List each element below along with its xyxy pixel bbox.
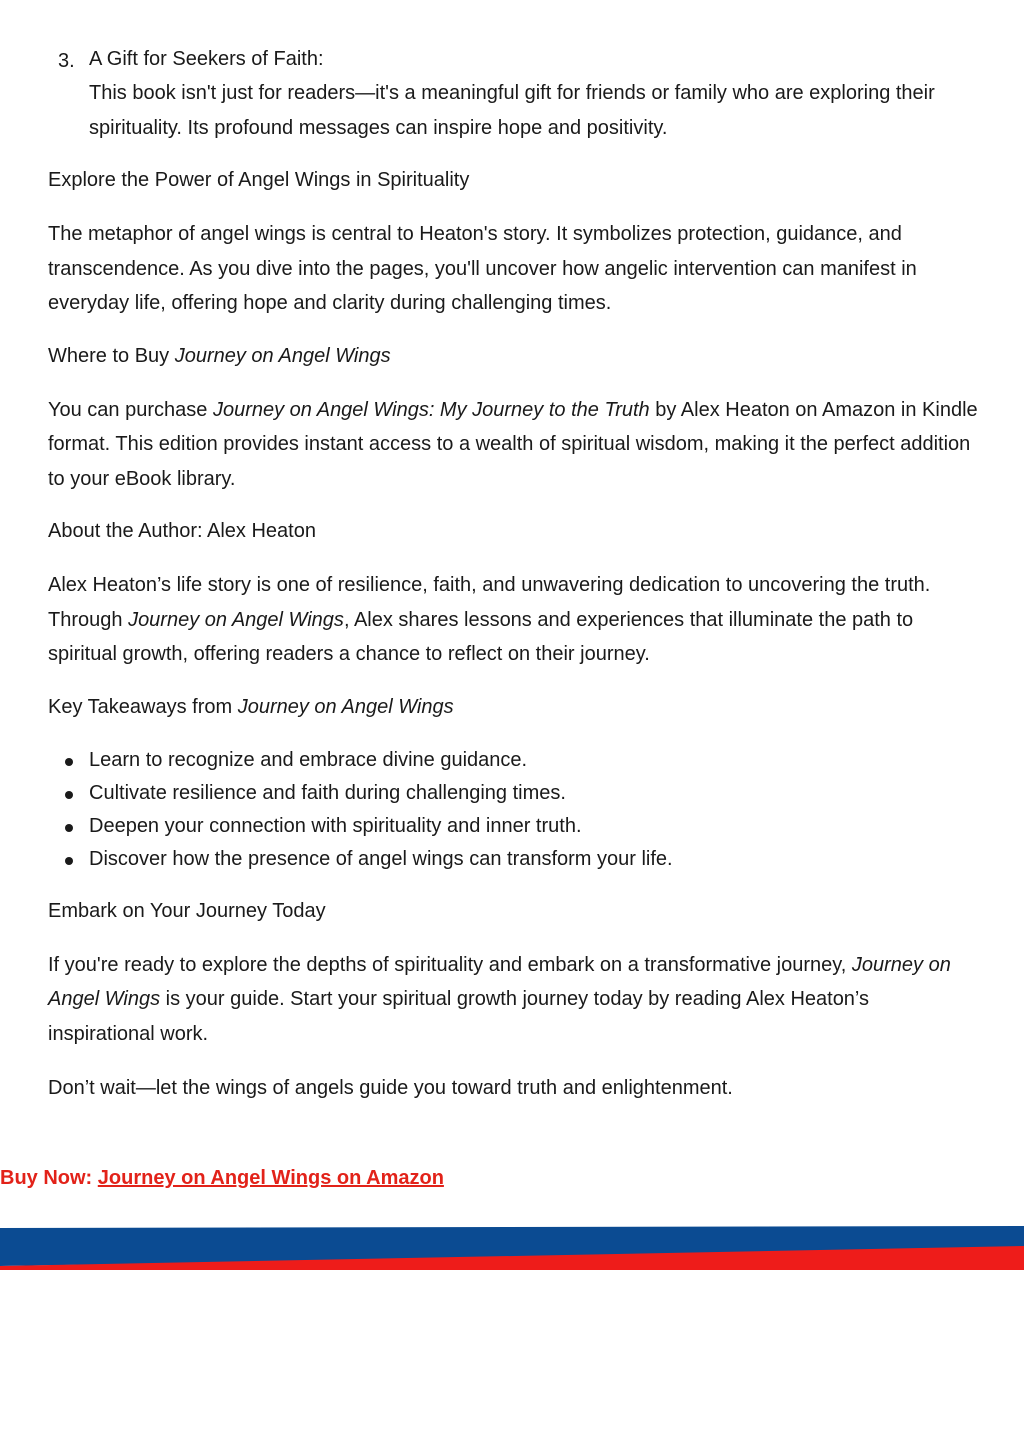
- book-title: Journey on Angel Wings: [48, 953, 951, 1010]
- footer-stripe: [0, 1222, 1024, 1274]
- list-item: [48, 744, 978, 777]
- list-item-title: A Gift for Seekers of Faith:: [89, 48, 324, 70]
- list-item-text: Deepen your connection with spirituality and inner truth.: [89, 814, 582, 837]
- paragraph-where-to-buy: [48, 393, 978, 497]
- book-title: Journey on Angel Wings: [237, 695, 454, 718]
- bullet-icon: [48, 810, 89, 843]
- heading-text: Key Takeaways from: [48, 695, 238, 718]
- list-item-text: Learn to recognize and embrace divine guidance.: [89, 748, 528, 771]
- numbered-list-item: [48, 44, 978, 145]
- list-item: [48, 843, 978, 876]
- paragraph-text: If you're ready to explore the depths of spirituality and embark on a transformative journey,: [48, 953, 852, 976]
- paragraph-power: The metaphor of angel wings is central to Heaton's story. It symbolizes protection, guidance, and transcendence. As you dive into the pages, you'll uncover how angelic intervention can manifest in everyday life, offering hope and clarity during challenging times.: [48, 223, 917, 314]
- document-content: [48, 44, 978, 1126]
- buy-now-cta: [0, 1163, 444, 1193]
- paragraph-embark: [48, 948, 978, 1052]
- section-heading-takeaways: [48, 692, 978, 722]
- takeaways-list: [48, 744, 978, 876]
- paragraph-text: Alex Heaton’s life story is one of resilience, faith, and unwavering dedication to uncovering the truth. Through: [48, 574, 931, 631]
- bullet-icon: [48, 777, 89, 810]
- section-heading-where-to-buy: [48, 341, 978, 371]
- bullet-icon: [48, 744, 89, 777]
- paragraph-closing: Don’t wait—let the wings of angels guide you toward truth and enlightenment.: [48, 1077, 733, 1099]
- paragraph-text: You can purchase: [48, 398, 213, 421]
- paragraph-text: , Alex shares lessons and experiences that illuminate the path to spiritual growth, offering readers a chance to reflect on their journey.: [48, 608, 914, 665]
- book-title: Journey on Angel Wings: My Journey to the Truth: [212, 398, 650, 421]
- list-item-body: [89, 44, 978, 145]
- section-heading-author: About the Author: Alex Heaton: [48, 520, 316, 542]
- paragraph-text: by Alex Heaton on Amazon in Kindle format. This edition provides instant access to a wealth of spiritual wisdom, making it the perfect addition to your eBook library.: [48, 398, 978, 490]
- list-item: [48, 810, 978, 843]
- list-item-text: Cultivate resilience and faith during challenging times.: [89, 781, 566, 804]
- book-title: Journey on Angel Wings: [128, 608, 344, 631]
- book-title: Journey on Angel Wings: [174, 344, 391, 367]
- paragraph-author: [48, 568, 978, 672]
- list-item-text: This book isn't just for readers—it's a meaningful gift for friends or family who are exploring their spirituality. Its profound messages can inspire hope and positivity.: [89, 82, 935, 139]
- paragraph-text: is your guide. Start your spiritual growth journey today by reading Alex Heaton’s inspirational work.: [48, 988, 870, 1045]
- list-number: 3.: [58, 50, 75, 72]
- amazon-link[interactable]: Journey on Angel Wings on Amazon: [97, 1167, 444, 1189]
- section-heading-power: Explore the Power of Angel Wings in Spirituality: [48, 169, 470, 191]
- list-item-text: Discover how the presence of angel wings can transform your life.: [89, 847, 673, 870]
- buy-now-label: Buy Now:: [0, 1167, 98, 1189]
- heading-text: Where to Buy: [48, 344, 175, 367]
- section-heading-embark: Embark on Your Journey Today: [48, 899, 326, 922]
- bullet-icon: [48, 843, 89, 876]
- list-item: [48, 777, 978, 810]
